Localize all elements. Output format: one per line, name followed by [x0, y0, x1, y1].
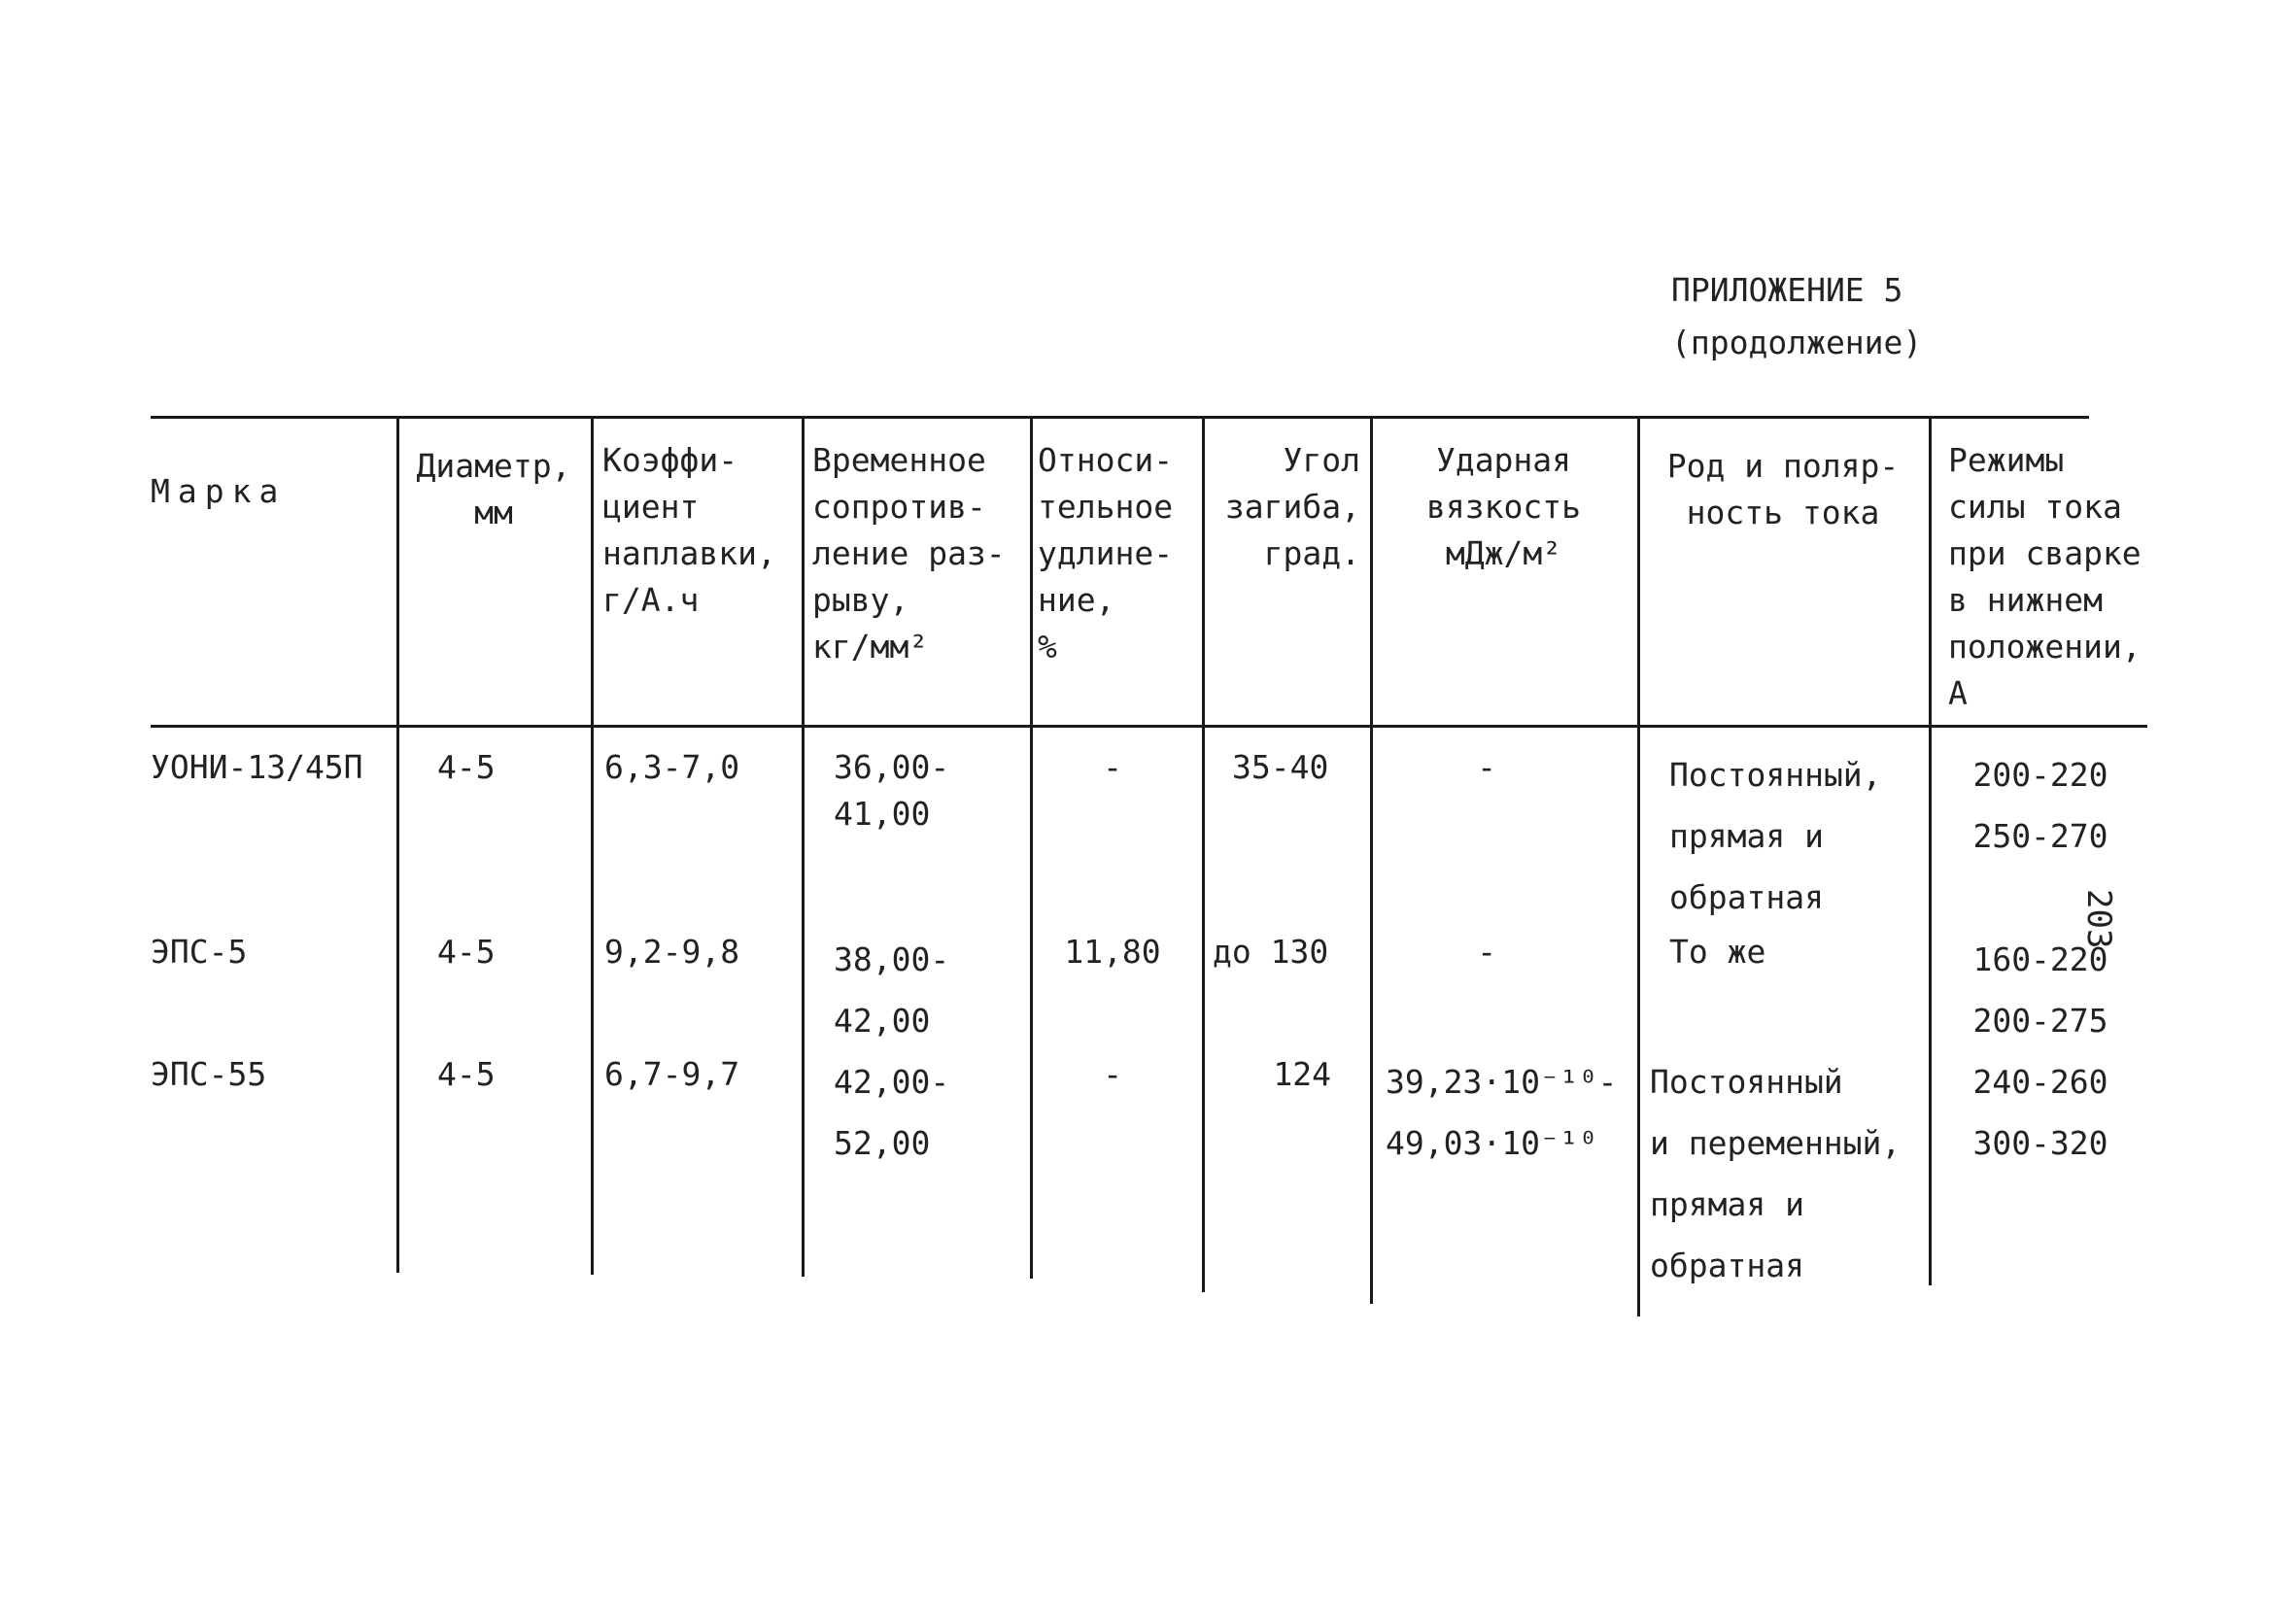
row-1-coefficient: 6,3-7,0: [604, 748, 740, 786]
column-divider-4: [1030, 418, 1033, 1279]
row-1-current-type: Постоянный, прямая и обратная: [1669, 756, 1882, 916]
row-1-elongation: -: [1103, 748, 1122, 786]
row-1-current-modes: 200-220 250-270: [1972, 756, 2108, 855]
column-divider-5: [1202, 418, 1205, 1292]
table-top-rule: [151, 416, 2089, 419]
row-3-bend-angle: 124: [1273, 1055, 1331, 1093]
row-2-impact: -: [1477, 933, 1496, 971]
table-header-rule: [151, 725, 2147, 728]
row-2-current-type: То же: [1669, 933, 1766, 971]
column-divider-7: [1637, 418, 1640, 1316]
column-divider-8: [1929, 418, 1932, 1285]
header-bend-angle: Угол загиба, град.: [1224, 441, 1360, 572]
header-brand: Марка: [151, 472, 287, 510]
header-coefficient: Коэффи- циент наплавки, г/А.ч: [602, 441, 776, 619]
row-1-brand: УОНИ-13/45П: [151, 748, 363, 786]
appendix-subtitle: (продолжение): [1671, 324, 1923, 361]
row-2-coefficient: 9,2-9,8: [604, 933, 740, 971]
row-1-impact: -: [1477, 748, 1496, 786]
row-2-diameter: 4-5: [437, 933, 496, 971]
column-divider-3: [802, 418, 805, 1277]
row-1-diameter: 4-5: [437, 748, 496, 786]
row-2-brand: ЭПС-5: [151, 933, 248, 971]
row-3-current-modes: 240-260 300-320: [1972, 1063, 2108, 1162]
page-number: 203: [2079, 889, 2118, 949]
header-elongation: Относи- тельное удлине- ние, %: [1038, 441, 1174, 666]
row-3-brand: ЭПС-55: [151, 1055, 267, 1093]
header-impact-strength: Ударная вязкость мДж/м²: [1426, 441, 1581, 572]
column-divider-1: [396, 418, 399, 1273]
row-1-strength: 36,00- 41,00: [834, 748, 950, 833]
row-3-strength: 42,00- 52,00: [834, 1063, 950, 1162]
appendix-title: ПРИЛОЖЕНИЕ 5: [1671, 271, 1903, 309]
row-3-coefficient: 6,7-9,7: [604, 1055, 740, 1093]
column-divider-2: [591, 418, 594, 1275]
header-current-modes: Режимы силы тока при сварке в нижнем положении, А: [1948, 441, 2142, 712]
appendix-heading: [1671, 264, 1922, 369]
row-2-bend-angle: до 130: [1213, 933, 1329, 971]
header-diameter: Диаметр, мм: [416, 447, 571, 531]
header-current-type: Род и поляр- ность тока: [1666, 447, 1900, 531]
row-3-diameter: 4-5: [437, 1055, 496, 1093]
row-2-elongation: 11,80: [1064, 933, 1161, 971]
row-2-current-modes: 160-220 200-275: [1972, 940, 2108, 1040]
row-3-elongation: -: [1103, 1055, 1122, 1093]
row-2-strength: 38,00- 42,00: [834, 940, 950, 1040]
row-1-bend-angle: 35-40: [1232, 748, 1329, 786]
row-3-current-type: Постоянный и переменный, прямая и обратная: [1650, 1063, 1902, 1284]
column-divider-6: [1370, 418, 1373, 1304]
row-3-impact: 39,23·10⁻¹⁰- 49,03·10⁻¹⁰: [1386, 1063, 1618, 1162]
header-tensile-strength: Временное сопротив- ление раз- рыву, кг/мм²: [812, 441, 1006, 666]
